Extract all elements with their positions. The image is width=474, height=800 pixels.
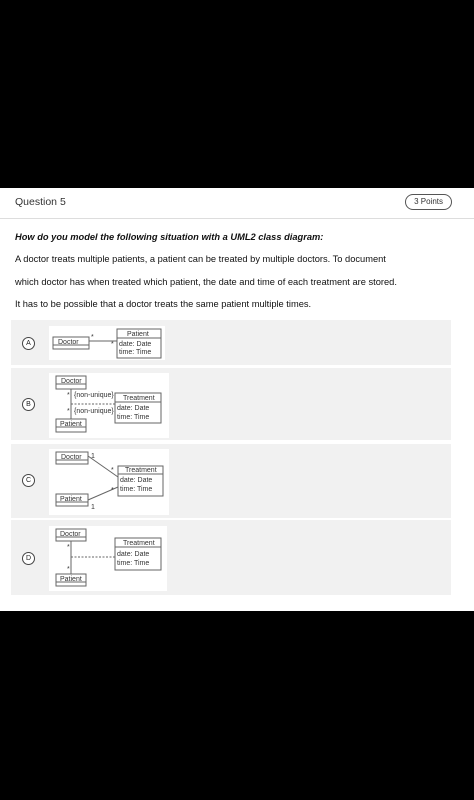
multiplicity: * [111,341,114,348]
multiplicity: 1 [91,504,95,511]
class-patient: Patient [127,331,149,338]
multiplicity: * [67,392,70,399]
black-background [0,611,474,800]
question-text-line-2: which doctor has when treated which patient, the date and time of each treatment are stored. [15,277,397,287]
radio-option-b[interactable]: B [22,398,35,411]
question-text-line-1: A doctor treats multiple patients, a patient can be treated by multiple doctors. To document [15,254,386,264]
radio-option-d[interactable]: D [22,552,35,565]
points-badge: 3 Points [405,194,452,210]
radio-option-c[interactable]: C [22,474,35,487]
question-text-line-3: It has to be possible that a doctor treats the same patient multiple times. [15,299,312,309]
class-patient: Patient [60,576,82,583]
option-c[interactable] [11,444,451,518]
class-patient: Patient [60,421,82,428]
multiplicity: * [111,467,114,474]
attribute: time: Time [119,349,152,356]
attribute: time: Time [117,414,150,421]
constraint: {non-unique} [74,408,114,415]
uml-diagram-c [49,449,169,515]
attribute: time: Time [117,560,150,567]
attribute: date: Date [117,551,150,558]
constraint: {non-unique} [74,392,114,399]
multiplicity: * [67,408,70,415]
attribute: date: Date [120,477,153,484]
multiplicity: * [111,487,114,494]
multiplicity: * [67,566,70,573]
class-treatment: Treatment [123,540,155,547]
question-header [0,188,474,219]
question-card [0,188,474,611]
class-doctor: Doctor [58,339,79,346]
option-d[interactable] [11,520,451,595]
class-treatment: Treatment [125,467,157,474]
class-doctor: Doctor [61,378,82,385]
uml-diagram-b [49,373,169,438]
attribute: date: Date [117,405,150,412]
class-doctor: Doctor [61,454,82,461]
class-doctor: Doctor [60,531,81,538]
uml-diagram-d [49,526,167,591]
option-b[interactable] [11,368,451,440]
multiplicity: 1 [91,453,95,460]
option-a[interactable] [11,320,451,365]
class-patient: Patient [60,496,82,503]
question-title: Question 5 [15,196,66,208]
attribute: time: Time [120,486,153,493]
class-treatment: Treatment [123,395,155,402]
uml-diagram-a [49,326,165,360]
attribute: date: Date [119,341,152,348]
radio-option-a[interactable]: A [22,337,35,350]
multiplicity: * [91,334,94,341]
multiplicity: * [67,544,70,551]
question-prompt-heading: How do you model the following situation with a UML2 class diagram: [15,232,324,242]
